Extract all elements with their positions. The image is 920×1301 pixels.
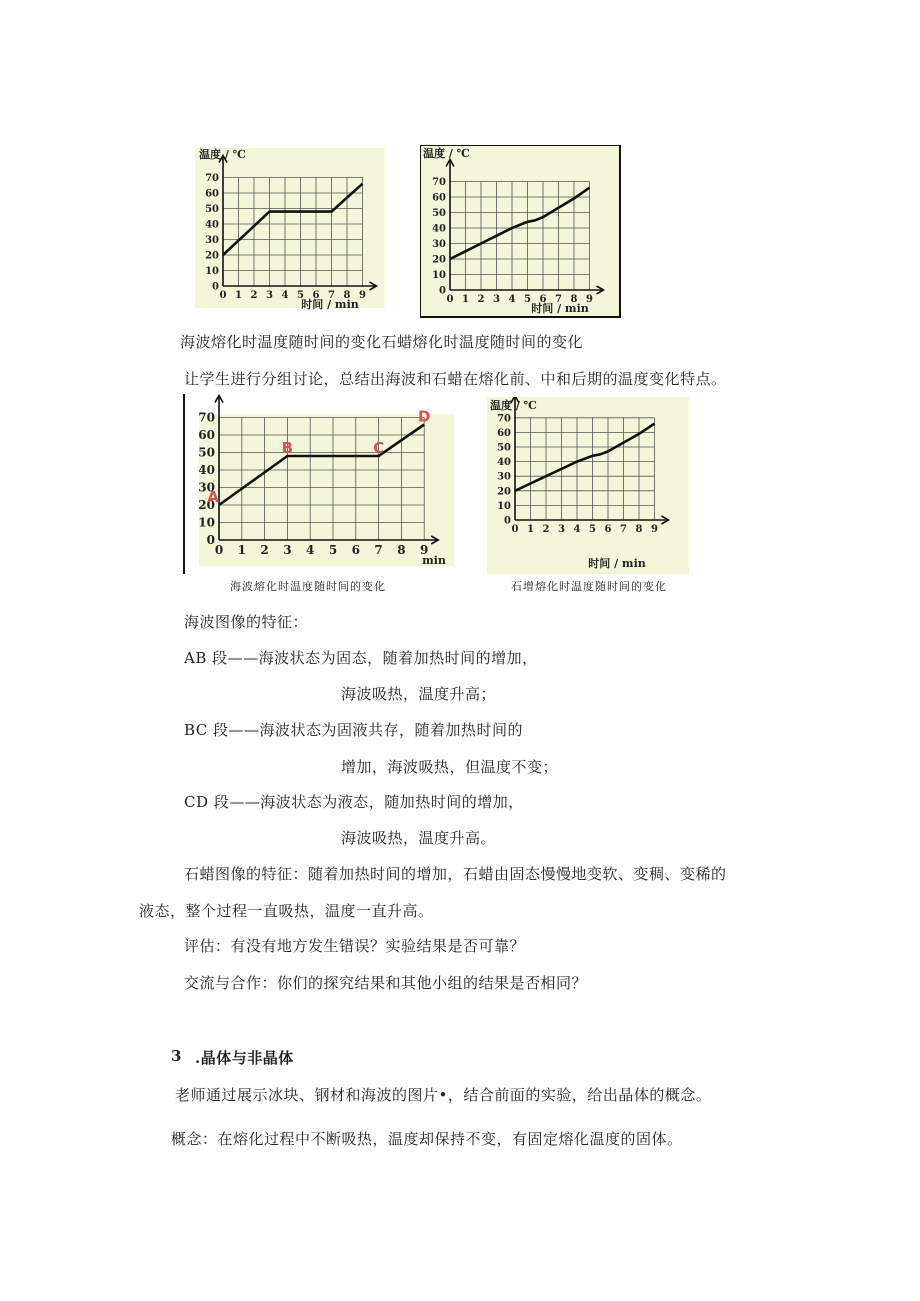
y-axis-label: 温度 / ℃ (199, 148, 246, 161)
x-tick-label: 5 (524, 294, 531, 305)
evaluation-text: 评估：有没有地方发生错误？实验结果是否可靠？ (184, 937, 526, 955)
x-tick-label: 9 (420, 543, 429, 557)
chart2-svg (420, 145, 625, 320)
hypo-features-title: 海波图像的特征： (184, 613, 309, 631)
x-axis-label: 时间 / min (588, 557, 646, 570)
bc-segment-line1: BC 段——海波状态为固液共存，随着加热时间的 (184, 721, 524, 739)
y-tick-label: 70 (198, 410, 215, 425)
y-tick-label: 60 (198, 428, 215, 443)
x-tick-label: 3 (493, 294, 500, 305)
x-tick-label: 2 (260, 543, 269, 557)
x-tick-label: 2 (542, 524, 550, 535)
x-tick-label: 5 (589, 524, 596, 535)
x-tick-label: 8 (570, 294, 578, 305)
x-tick-label: 0 (214, 543, 224, 557)
y-tick-label: 10 (432, 270, 446, 281)
x-tick-label: 9 (586, 294, 593, 305)
x-tick-label: 4 (281, 290, 289, 301)
caption-chart3: 海波熔化时温度随时间的变化 (230, 580, 386, 593)
y-axis-label: 温度 / ℃ (423, 147, 470, 160)
x-tick-label: 8 (343, 290, 351, 301)
chart-wax-2 (487, 397, 689, 574)
y-tick-label: 0 (212, 281, 219, 293)
x-tick-label: 4 (573, 524, 581, 535)
y-tick-label: 30 (497, 471, 511, 483)
y-tick-label: 0 (206, 533, 215, 548)
point-label-D: D (417, 407, 431, 426)
x-tick-label: 1 (527, 524, 534, 535)
y-tick-label: 30 (205, 235, 219, 246)
x-axis-label: 时间 / min (531, 302, 589, 315)
x-tick-label: 6 (312, 290, 320, 301)
x-tick-label: 6 (351, 543, 360, 557)
y-tick-label: 50 (497, 442, 511, 454)
wax-features-line1: 石蜡图像的特征：随着加热时间的增加，石蜡由固态慢慢地变软、变稠、变稀的 (184, 865, 727, 883)
x-tick-label: 7 (620, 524, 627, 535)
y-tick-label: 60 (432, 192, 446, 204)
x-tick-label: 1 (237, 543, 246, 557)
y-tick-label: 40 (497, 457, 511, 469)
x-tick-label: 4 (306, 543, 315, 557)
x-tick-label: 5 (297, 290, 304, 301)
x-tick-label: 8 (397, 543, 406, 557)
y-tick-label: 30 (198, 480, 215, 495)
x-tick-label: 8 (635, 524, 643, 535)
caption-chart4: 石增熔化时温度随时间的变化 (511, 580, 667, 593)
y-tick-label: 50 (432, 208, 446, 219)
ab-segment-line2: 海波吸热，温度升高； (341, 685, 497, 703)
section-title: .晶体与非晶体 (195, 1049, 294, 1067)
y-tick-label: 10 (198, 515, 215, 530)
wax-features-line2: 液态，整个过程一直吸热，温度一直升高。 (139, 902, 434, 920)
x-tick-label: 2 (250, 290, 258, 301)
x-tick-label: 5 (328, 543, 338, 557)
x-tick-label: 2 (477, 294, 485, 305)
y-tick-label: 20 (432, 254, 446, 266)
x-tick-label: 7 (555, 294, 562, 305)
x-tick-label: 7 (328, 290, 335, 301)
cd-segment-line1: CD 段——海波状态为液态，随加热时间的增加， (184, 793, 524, 811)
y-tick-label: 10 (497, 500, 511, 512)
x-axis-label: min (422, 554, 446, 567)
teacher-text: 老师通过展示冰块、钢材和海波的图片•，结合前面的实验，给出晶体的概念。 (175, 1086, 712, 1104)
y-tick-label: 50 (198, 445, 215, 460)
x-tick-label: 6 (604, 524, 612, 535)
chart-hypo-1 (195, 148, 400, 313)
x-tick-label: 3 (283, 543, 292, 557)
chart1-svg (195, 148, 400, 313)
y-tick-label: 70 (432, 177, 446, 188)
x-tick-label: 0 (446, 294, 454, 305)
chart-hypo-2 (181, 392, 456, 574)
y-tick-label: 20 (205, 250, 219, 262)
y-tick-label: 40 (205, 219, 219, 231)
y-tick-label: 40 (198, 463, 215, 478)
cd-segment-line2: 海波吸热，温度升高。 (341, 829, 497, 847)
discussion-text: 让学生进行分组讨论，总结出海波和石蜡在熔化前、中和后期的温度变化特点。 (184, 370, 727, 388)
x-tick-label: 3 (266, 290, 273, 301)
x-tick-label: 6 (539, 294, 547, 305)
y-tick-label: 10 (205, 266, 219, 277)
x-tick-label: 9 (359, 290, 366, 301)
y-tick-label: 70 (497, 413, 511, 425)
x-tick-label: 0 (511, 524, 519, 535)
chart4-svg (487, 397, 689, 574)
point-label-B: B (281, 439, 294, 457)
exchange-text: 交流与合作：你们的探究结果和其他小组的结果是否相同？ (184, 974, 588, 992)
bc-segment-line2: 增加，海波吸热，但温度不变； (341, 758, 559, 776)
chart3-svg (181, 392, 456, 574)
x-axis-label: 时间 / min (301, 298, 359, 311)
x-tick-label: 4 (508, 294, 516, 305)
section-number: 3 (171, 1047, 182, 1065)
chart-background (487, 397, 689, 574)
point-label-C: C (373, 439, 385, 457)
y-tick-label: 30 (432, 239, 446, 250)
y-tick-label: 0 (504, 515, 511, 527)
x-tick-label: 3 (558, 524, 565, 535)
y-tick-label: 50 (205, 204, 219, 215)
x-tick-label: 0 (219, 290, 227, 301)
chart-wax-1 (420, 145, 625, 320)
x-tick-label: 9 (651, 524, 658, 535)
y-tick-label: 70 (205, 173, 219, 184)
y-tick-label: 0 (439, 285, 446, 297)
y-tick-label: 40 (432, 223, 446, 235)
ab-segment-line1: AB 段——海波状态为固态，随着加热时间的增加， (184, 649, 538, 667)
point-label-A: A (207, 488, 219, 506)
y-tick-label: 20 (198, 498, 215, 513)
x-tick-label: 1 (462, 294, 469, 305)
x-tick-label: 7 (374, 543, 383, 557)
x-tick-label: 1 (235, 290, 242, 301)
caption-row1: 海波熔化时温度随时间的变化石蜡熔化时温度随时间的变化 (180, 333, 584, 351)
y-tick-label: 60 (205, 188, 219, 200)
concept-text: 概念：在熔化过程中不断吸热，温度却保持不变，有固定熔化温度的固体。 (171, 1130, 683, 1148)
y-tick-label: 20 (497, 486, 511, 498)
y-tick-label: 60 (497, 427, 511, 439)
y-axis-label: 温度 / ℃ (490, 399, 537, 412)
